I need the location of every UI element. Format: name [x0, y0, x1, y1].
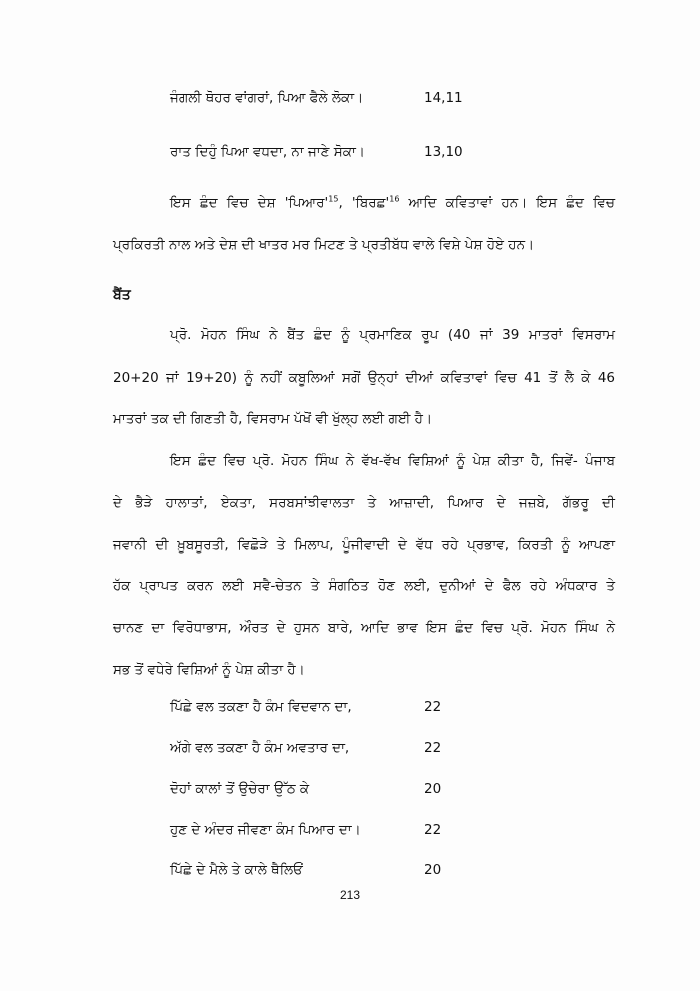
footnote-ref[interactable]: 15 — [328, 194, 339, 204]
text-run: ਇਸ ਛੰਦ ਵਿਚ ਦੇਸ਼ 'ਪਿਆਰ' — [170, 195, 329, 211]
text-run: , 'ਬਿਰਛ' — [338, 195, 390, 211]
paragraph-line: ਪ੍ਰਕਿਰਤੀ ਨਾਲ ਅਤੇ ਦੇਸ਼ ਦੀ ਖਾਤਰ ਮਰ ਮਿਟਣ ਤੇ ਪ੍ਰਤੀਬੱਧ ਵਾਲੇ ਵਿਸ਼ੇ ਪੇਸ਼ ਹੋਏ ਹਨ। — [113, 237, 535, 253]
verse-text: ਅੱਗੇ ਵਲ ਤਕਣਾ ਹੈ ਕੰਮ ਅਵਤਾਰ ਦਾ, — [170, 740, 350, 756]
verse-syllable-count: 20 — [424, 781, 442, 797]
verse-text: ਦੋਹਾਂ ਕਾਲਾਂ ਤੋਂ ਉਚੇਰਾ ਉੱਠ ਕੇ — [170, 781, 310, 797]
verse-syllable-count: 14,11 — [424, 90, 463, 106]
page-number: 213 — [339, 888, 361, 902]
footnote-ref[interactable]: 16 — [389, 194, 400, 204]
verse-syllable-count: 13,10 — [424, 144, 463, 160]
verse-text: ਜੰਗਲੀ ਥੋਹਰ ਵਾਂਗਰਾਂ, ਪਿਆ ਫੈਲੇ ਲੋਕਾ। — [170, 90, 364, 106]
verse-line — [170, 698, 442, 716]
paragraph-line: ਮਾਤਰਾਂ ਤਕ ਦੀ ਗਿਣਤੀ ਹੈ, ਵਿਸਰਾਮ ਪੱਖੋਂ ਵੀ ਖੁੱਲ੍ਹ ਲਈ ਗਈ ਹੈ। — [113, 411, 433, 427]
paragraph-line: ਪ੍ਰੋ. ਮੋਹਨ ਸਿੰਘ ਨੇ ਬੈਂਤ ਛੰਦ ਨੂੰ ਪ੍ਰਮਾਣਿਕ ਰੂਪ (40 ਜਾਂ 39 ਮਾਤਰਾਂ ਵਿਸਰਾਮ — [170, 327, 615, 343]
verse-line — [170, 780, 442, 798]
verse-line — [170, 821, 442, 839]
verse-text: ਰਾਤ ਦਿਹੁੰ ਪਿਆ ਵਧਦਾ, ਨਾ ਜਾਣੇ ਸੋਕਾ। — [170, 144, 365, 160]
verse-syllable-count: 22 — [424, 740, 442, 756]
paragraph-line: ਸਭ ਤੋਂ ਵਧੇਰੇ ਵਿਸ਼ਿਆਂ ਨੂੰ ਪੇਸ਼ ਕੀਤਾ ਹੈ। — [113, 662, 305, 678]
verse-line — [170, 89, 463, 107]
paragraph-line: 20+20 ਜਾਂ 19+20) ਨੂੰ ਨਹੀਂ ਕਬੂਲਿਆਂ ਸਗੋਂ ਉਨ੍ਹਾਂ ਦੀਆਂ ਕਵਿਤਾਵਾਂ ਵਿਚ 41 ਤੋਂ ਲੈ ਕੇ 46 — [113, 370, 615, 386]
verse-syllable-count: 22 — [424, 822, 442, 838]
paragraph-line: ਹੱਕ ਪ੍ਰਾਪਤ ਕਰਨ ਲਈ ਸਵੈ-ਚੇਤਨ ਤੇ ਸੰਗਠਿਤ ਹੋਣ ਲਈ, ਦੁਨੀਆਂ ਦੇ ਫੈਲ ਰਹੇ ਅੰਧਕਾਰ ਤੇ — [113, 578, 615, 594]
paragraph-line: ਇਸ ਛੰਦ ਵਿਚ ਪ੍ਰੋ. ਮੋਹਨ ਸਿੰਘ ਨੇ ਵੱਖ-ਵੱਖ ਵਿਸ਼ਿਆਂ ਨੂੰ ਪੇਸ਼ ਕੀਤਾ ਹੈ, ਜਿਵੇਂ- ਪੰਜਾਬ — [170, 453, 615, 469]
verse-line — [170, 861, 442, 879]
paragraph-line: ਦੇ ਭੈੜੇ ਹਾਲਾਤਾਂ, ਏਕਤਾ, ਸਰਬਸਾਂਝੀਵਾਲਤਾ ਤੇ ਆਜ਼ਾਦੀ, ਪਿਆਰ ਦੇ ਜਜ਼ਬੇ, ਗੱਭਰੂ ਦੀ — [113, 495, 615, 511]
verse-line — [170, 739, 442, 757]
paragraph-line — [170, 194, 615, 212]
section-heading: ਬੈਂਤ — [113, 287, 131, 303]
text-run: ਆਦਿ ਕਵਿਤਾਵਾਂ ਹਨ। ਇਸ ਛੰਦ ਵਿਚ — [399, 195, 615, 211]
verse-syllable-count: 20 — [424, 862, 442, 878]
paragraph-line: ਚਾਨਣ ਦਾ ਵਿਰੋਧਾਭਾਸ, ਔਰਤ ਦੇ ਹੁਸਨ ਬਾਰੇ, ਆਦਿ ਭਾਵ ਇਸ ਛੰਦ ਵਿਚ ਪ੍ਰੋ. ਮੋਹਨ ਸਿੰਘ ਨੇ — [113, 620, 615, 636]
paragraph-line: ਜਵਾਨੀ ਦੀ ਖ਼ੂਬਸੂਰਤੀ, ਵਿਛੋੜੇ ਤੇ ਮਿਲਾਪ, ਪੂੰਜੀਵਾਦੀ ਦੇ ਵੱਧ ਰਹੇ ਪ੍ਰਭਾਵ, ਕਿਰਤੀ ਨੂੰ ਆਪਣਾ — [113, 537, 615, 553]
verse-text: ਪਿੱਛੇ ਦੇ ਮੈਲੇ ਤੇ ਕਾਲੇ ਥੈਲਿਓਂ — [170, 862, 303, 878]
verse-syllable-count: 22 — [424, 699, 442, 715]
verse-text: ਪਿੱਛੇ ਵਲ ਤਕਣਾ ਹੈ ਕੰਮ ਵਿਦਵਾਨ ਦਾ, — [170, 699, 352, 715]
verse-line — [170, 143, 463, 161]
verse-text: ਹੁਣ ਦੇ ਅੰਦਰ ਜੀਵਣਾ ਕੰਮ ਪਿਆਰ ਦਾ। — [170, 822, 361, 838]
